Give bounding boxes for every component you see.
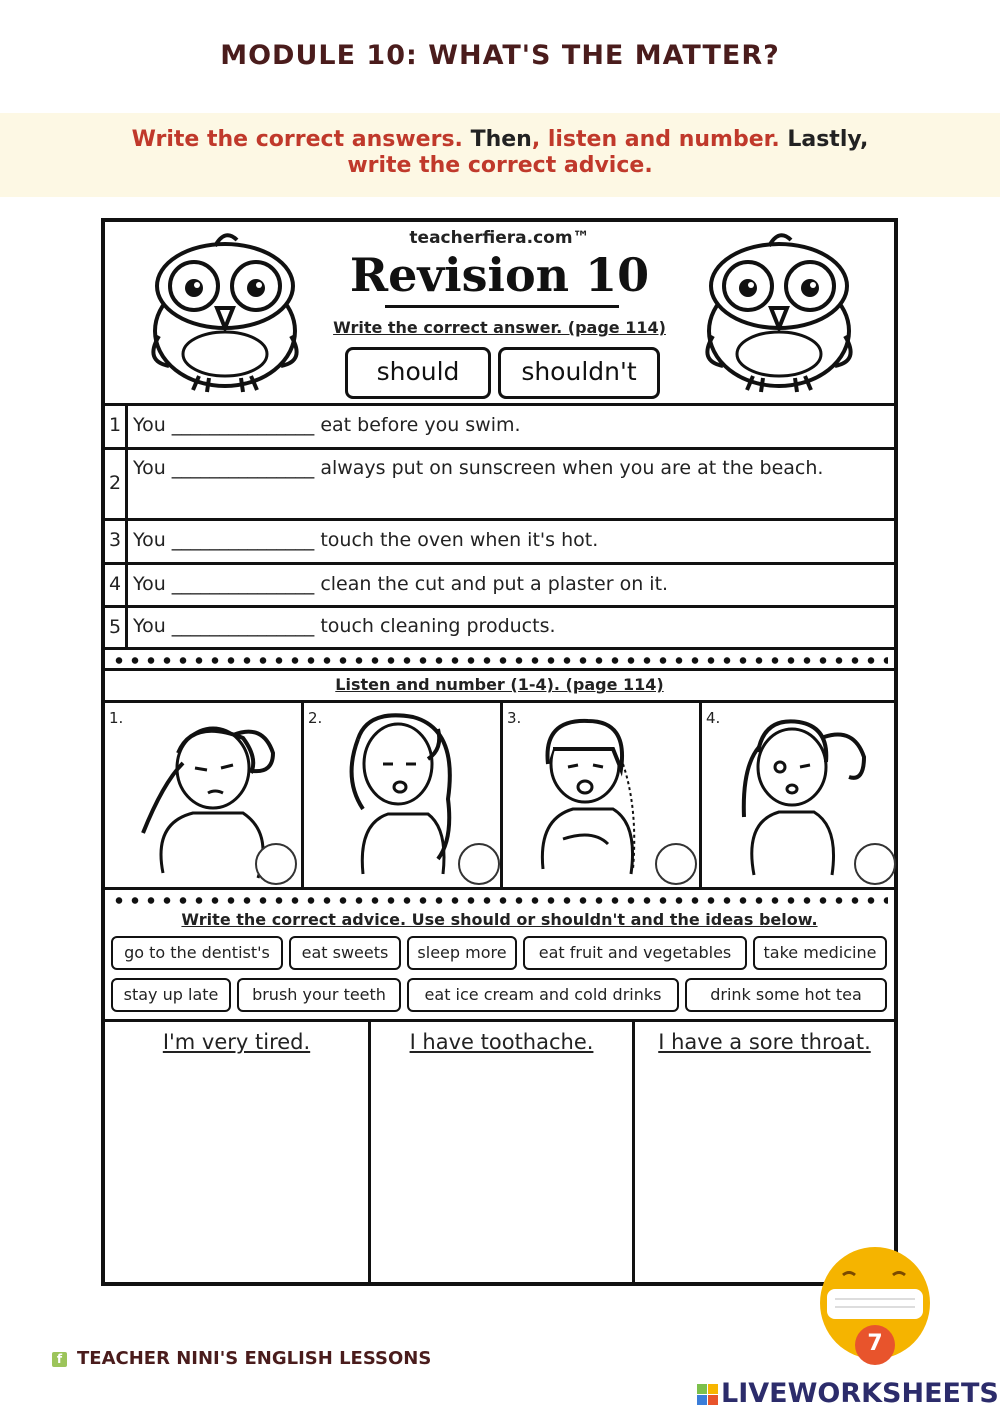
idea-chip: eat ice cream and cold drinks xyxy=(407,978,679,1012)
idea-chip: drink some hot tea xyxy=(685,978,887,1012)
answer-circle[interactable] xyxy=(854,843,896,885)
question-text[interactable]: You _______________ touch the oven when it's hot. xyxy=(133,529,599,551)
divider xyxy=(105,887,894,890)
word-choice-shouldnt: shouldn't xyxy=(498,347,660,399)
footer-brand-text: TEACHER NINI'S ENGLISH LESSONS xyxy=(77,1348,432,1369)
section1-heading: Write the correct answer. (page 114) xyxy=(333,318,666,337)
watermark-text: LIVEWORKSHEETS xyxy=(721,1378,999,1409)
question-row xyxy=(105,565,894,605)
question-number: 3 xyxy=(109,529,122,551)
problem-tired: I'm very tired. xyxy=(162,1030,311,1054)
question-row xyxy=(105,450,894,520)
page-title: MODULE 10: WHAT'S THE MATTER? xyxy=(220,40,780,71)
picture-number: 3. xyxy=(507,709,522,727)
picture-number: 2. xyxy=(308,709,323,727)
idea-chip: take medicine xyxy=(753,936,887,970)
divider xyxy=(105,1019,894,1022)
instruction-part-2: Then xyxy=(462,127,532,152)
idea-chip: brush your teeth xyxy=(237,978,401,1012)
question-number: 5 xyxy=(109,616,122,638)
footer-brand xyxy=(52,1348,431,1369)
column-divider xyxy=(368,1019,371,1286)
revision-title: Revision 10 xyxy=(349,248,650,302)
liveworksheets-watermark xyxy=(697,1378,999,1409)
instruction-part-4: Lastly, xyxy=(779,127,869,152)
instruction-part-1: Write the correct answers. xyxy=(131,127,463,152)
picture-cell xyxy=(503,703,699,887)
question-text[interactable]: You _______________ eat before you swim. xyxy=(133,414,521,436)
question-number: 4 xyxy=(109,573,122,595)
question-row xyxy=(105,608,894,648)
idea-chip: sleep more xyxy=(407,936,517,970)
idea-chip: eat fruit and vegetables xyxy=(523,936,747,970)
question-number: 2 xyxy=(109,472,122,494)
idea-chip: eat sweets xyxy=(289,936,401,970)
question-text[interactable]: You _______________ clean the cut and put a plaster on it. xyxy=(133,573,669,595)
answer-circle[interactable] xyxy=(458,843,500,885)
site-credit: teacherfiera.com™ xyxy=(409,228,590,248)
section2-heading: Listen and number (1-4). (page 114) xyxy=(335,675,664,694)
answer-area-tired[interactable] xyxy=(111,1067,363,1281)
question-number: 1 xyxy=(109,414,122,436)
answer-circle[interactable] xyxy=(655,843,697,885)
idea-chip: go to the dentist's xyxy=(111,936,283,970)
problem-sore-throat: I have a sore throat. xyxy=(658,1030,871,1054)
instruction-part-3: , listen and number. xyxy=(531,127,780,152)
picture-number: 1. xyxy=(109,709,124,727)
picture-number: 4. xyxy=(706,709,721,727)
worksheet xyxy=(101,218,898,1286)
question-text[interactable]: You _______________ always put on sunscreen when you are at the beach. xyxy=(133,457,824,479)
divider xyxy=(105,647,894,650)
divider xyxy=(105,668,894,671)
instruction-text xyxy=(100,127,900,179)
problem-toothache: I have toothache. xyxy=(409,1030,594,1054)
answer-area-toothache[interactable] xyxy=(375,1067,627,1281)
picture-cell xyxy=(702,703,896,887)
picture-cell xyxy=(304,703,500,887)
question-text[interactable]: You _______________ touch cleaning products. xyxy=(133,615,556,637)
picture-cell xyxy=(105,703,301,887)
instruction-part-5: write the correct advice. xyxy=(347,153,653,178)
word-choice-should: should xyxy=(345,347,491,399)
idea-chip: stay up late xyxy=(111,978,231,1012)
facebook-icon: f xyxy=(52,1352,67,1367)
section3-heading: Write the correct advice. Use should or shouldn't and the ideas below. xyxy=(181,910,818,929)
question-row xyxy=(105,521,894,562)
column-divider xyxy=(632,1019,635,1286)
title-underline xyxy=(385,305,619,308)
answer-circle[interactable] xyxy=(255,843,297,885)
dotted-divider xyxy=(111,897,888,904)
question-row xyxy=(105,406,894,447)
liveworksheets-logo-icon xyxy=(697,1382,719,1408)
dotted-divider xyxy=(111,657,888,664)
badge-number: 7 xyxy=(867,1331,883,1356)
